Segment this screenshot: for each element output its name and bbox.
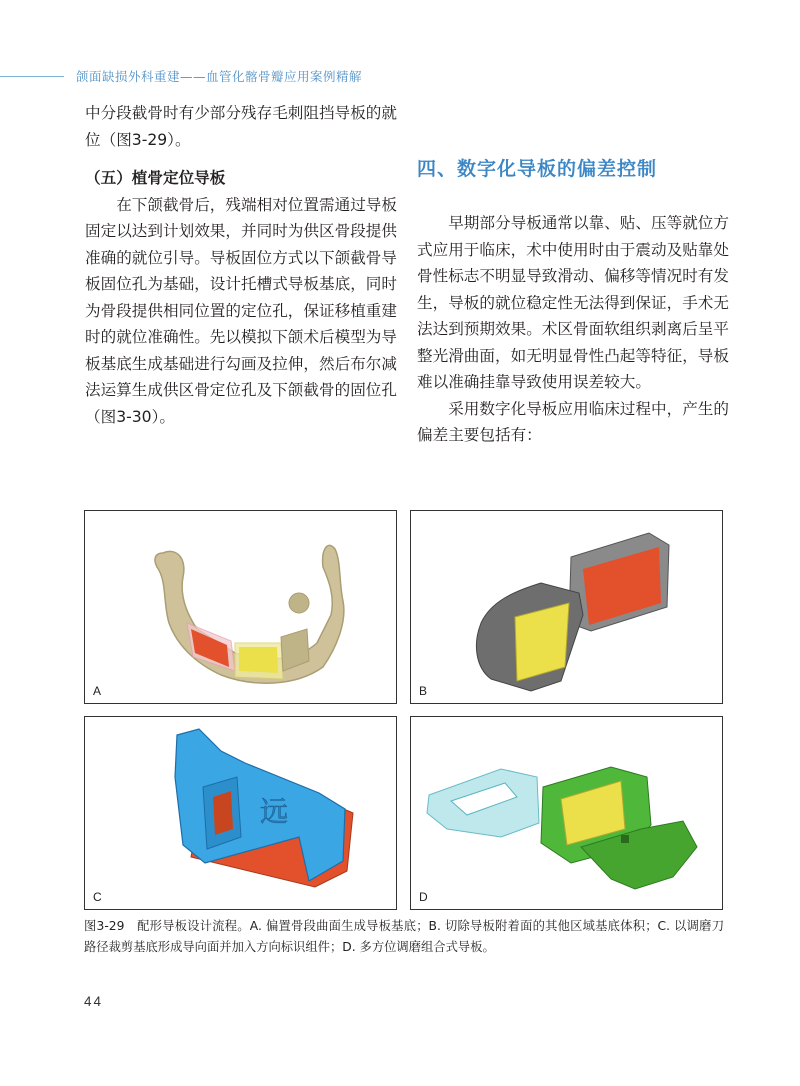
panel-label-c: C xyxy=(93,890,102,904)
figure-panel-c xyxy=(84,716,397,910)
panel-label-d: D xyxy=(419,890,428,904)
right-para-1: 早期部分导板通常以靠、贴、压等就位方式应用于临床，术中使用时由于震动及贴靠处骨性标志不明显导致滑动、偏移等情况时有发生，导板的就位稳定性无法得到保证，手术无法达到预期效果。术区骨面软组织剥离后呈平整光滑曲面，如无明显骨性凸起等特征，导板难以准确挂靠导致使用误差较大。 xyxy=(417,214,729,391)
right-column xyxy=(417,100,729,449)
panel-label-b: B xyxy=(419,684,428,698)
figure-caption: 图3-29 配形导板设计流程。A. 偏置骨段曲面生成导板基底；B. 切除导板附着面的其他区域基底体积；C. 以调磨刀路径裁剪基底形成导向面并加入方向标识组件；D. 多方位调磨组合式导板。 xyxy=(84,919,724,954)
figure-panel-d xyxy=(410,716,723,910)
guide-blocks-icon xyxy=(411,511,723,704)
blue-guide-icon xyxy=(85,717,397,910)
mandible-guide-base-icon xyxy=(85,511,397,704)
header-rule xyxy=(0,76,64,77)
figure-panel-b xyxy=(410,510,723,704)
combined-guide-icon xyxy=(411,717,723,910)
section-title: 四、数字化导板的偏差控制 xyxy=(417,158,658,180)
left-para-1: 中分段截骨时有少部分残存毛刺阻挡导板的就位（图3-29）。 xyxy=(85,104,397,149)
left-column xyxy=(85,100,397,430)
figure-3-29 xyxy=(84,510,715,904)
engraved-character: 远 xyxy=(260,795,289,828)
running-header: 颌面缺损外科重建——血管化髂骨瓣应用案例精解 xyxy=(76,69,363,84)
subheading-bone-graft-guide: （五）植骨定位导板 xyxy=(85,169,226,187)
panel-label-a: A xyxy=(93,684,102,698)
page-number: 44 xyxy=(84,994,104,1009)
right-para-2: 采用数字化导板应用临床过程中，产生的偏差主要包括有： xyxy=(417,399,729,444)
left-para-2: 在下颌截骨后，残端相对位置需通过导板固定以达到计划效果，并同时为供区骨段提供准确的就位引导。导板固位方式以下颌截骨导板固位孔为基础，设计托槽式导板基底，同时为骨段提供相同位置的定位孔，保证移植重建时的就位准确性。先以模拟下颌术后模型为导板基底生成基础进行勾画及拉伸，然后布尔减法运算生成供区骨定位孔及下颌截骨的固位孔（图3-30）。 xyxy=(85,195,397,426)
figure-panel-a xyxy=(84,510,397,704)
